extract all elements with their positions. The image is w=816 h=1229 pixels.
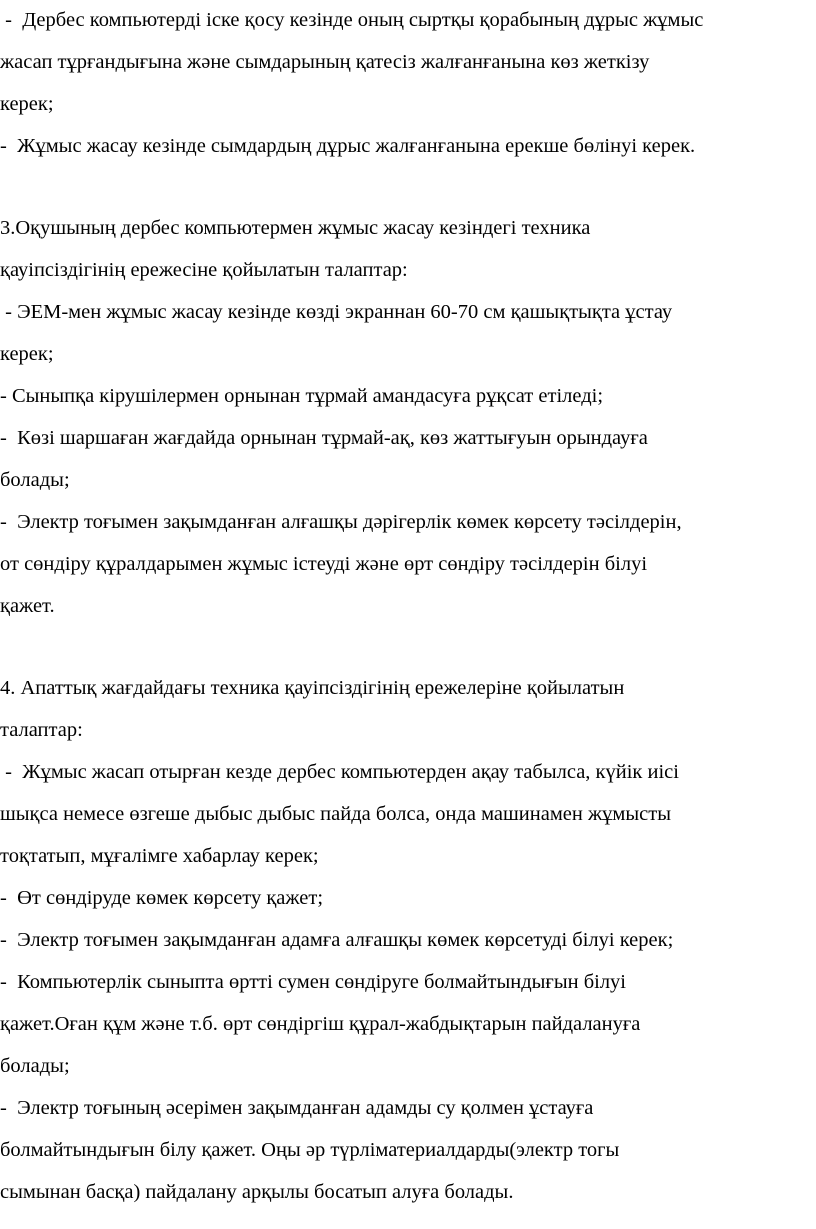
text-line: - ЭЕМ-мен жұмыс жасау кезінде көзді экраннан 60-70 см қашықтықта ұстау <box>0 301 673 323</box>
text-line: талаптар: <box>0 719 83 741</box>
text-line: қажет.Оған құм және т.б. өрт сөндіргіш құрал-жабдықтарын пайдалануға <box>0 1013 641 1035</box>
text-line: - Жұмыс жасап отырған кезде дербес компьютерден ақау табылса, күйік иісі <box>0 761 679 783</box>
text-line: болады; <box>0 1055 70 1077</box>
text-line: 4. Апаттық жағдайдағы техника қауіпсіздігінің ережелеріне қойылатын <box>0 677 625 699</box>
text-line: шықса немесе өзгеше дыбыс дыбыс пайда болса, онда машинамен жұмысты <box>0 803 671 825</box>
text-line: - Электр тоғымен зақымданған алғашқы дәрігерлік көмек көрсету тәсілдерін, <box>0 511 682 533</box>
text-line: 3.Оқушының дербес компьютермен жұмыс жасау кезіндегі техника <box>0 217 591 239</box>
text-line: - Электр тоғымен зақымданған адамға алғашқы көмек көрсетуді білуі керек; <box>0 929 674 951</box>
text-line: - Өт сөндіруде көмек көрсету қажет; <box>0 887 324 909</box>
text-line: - Жұмыс жасау кезінде сымдардың дұрыс жалғанғанына ерекше бөлінуі керек. <box>0 135 696 157</box>
text-line: қауіпсіздігінің ережесіне қойылатын талаптар: <box>0 259 408 281</box>
text-line: керек; <box>0 343 54 365</box>
text-line: - Компьютерлік сыныпта өртті сумен сөндіруге болмайтындығын білуі <box>0 971 627 993</box>
text-line: - Электр тоғының әсерімен зақымданған адамды су қолмен ұстауға <box>0 1097 594 1119</box>
text-line: - Дербес компьютерді іске қосу кезінде оның сыртқы қорабының дұрыс жұмыс <box>0 9 704 31</box>
text-line: - Көзі шаршаған жағдайда орнынан тұрмай-ақ, көз жаттығуын орындауға <box>0 427 648 449</box>
text-line: керек; <box>0 93 54 115</box>
text-line: болады; <box>0 469 70 491</box>
text-line: жасап тұрғандығына және сымдарының қатесіз жалғанғанына көз жеткізу <box>0 51 650 73</box>
text-line: - Сыныпқа кірушілермен орнынан тұрмай амандасуға рұқсат етіледі; <box>0 385 604 407</box>
text-line: қажет. <box>0 595 55 617</box>
text-line: сымынан басқа) пайдалану арқылы босатып алуға болады. <box>0 1181 514 1203</box>
text-line: тоқтатып, мұғалімге хабарлау керек; <box>0 845 319 867</box>
text-line: от сөндіру құралдарымен жұмыс істеуді және өрт сөндіру тәсілдерін білуі <box>0 553 648 575</box>
text-line: болмайтындығын білу қажет. Оңы әр түрліматериалдарды(электр тогы <box>0 1139 620 1161</box>
